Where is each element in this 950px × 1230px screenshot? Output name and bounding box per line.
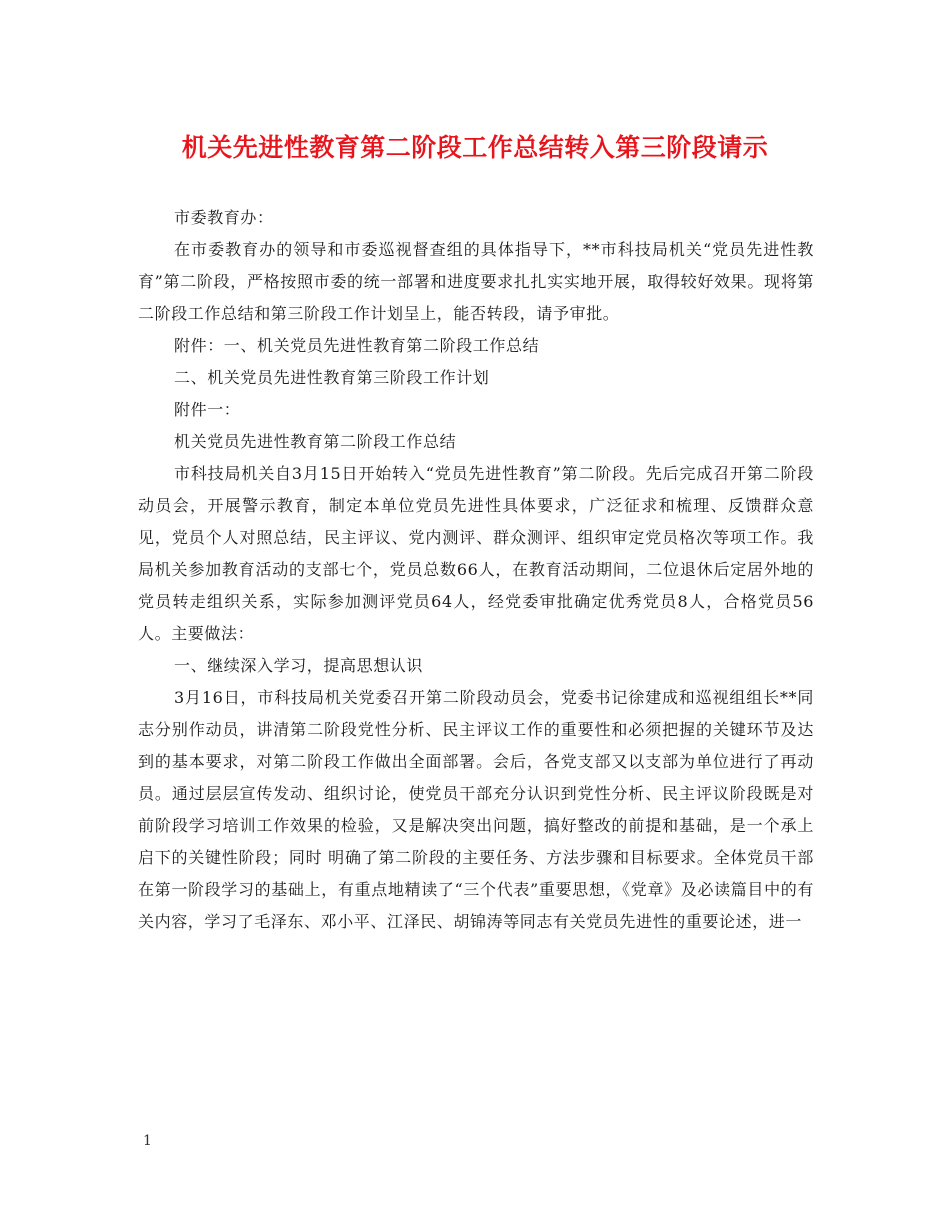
body-paragraph: 在市委教育办的领导和市委巡视督查组的具体指导下，**市科技局机关“党员先进性教育”第二阶段，严格按照市委的统一部署和进度要求扎扎实实地开展，取得较好效果。现将第二阶段工作总结和第三阶段工作计划呈上，能否转段，请予审批。 (138, 240, 814, 323)
body-paragraph: 3月16日，市科技局机关党委召开第二阶段动员会，党委书记徐建成和巡视组组长**同志分别作动员，讲清第二阶段党性分析、民主评议工作的重要性和必须把握的关键环节及达到的基本要求，对第二阶段工作做出全面部署。会后，各党支部又以支部为单位进行了再动员。通过层层宣传发动、组织讨论，使党员干部充分认识到党性分析、民主评议阶段既是对前阶段学习培训工作效果的检验，又是解决突出问题，搞好整改的前提和基础，是一个承上启下的关键性阶段；同时 明确了第二阶段的主要任务、方法步骤和目标要求。全体党员干部在第一阶段学习的基础上，有重点地精读了“三个代表”重要思想，《党章》及必读篇目中的有关内容，学习了毛泽东、邓小平、江泽民、胡锦涛等同志有关党员先进性的重要论述，进一 (138, 688, 814, 931)
attachment-line: 附件：一、机关党员先进性教育第二阶段工作总结 (174, 336, 540, 355)
attachment-heading: 附件一： (174, 400, 241, 419)
document-body (138, 202, 814, 938)
attachment-line: 二、机关党员先进性教育第三阶段工作计划 (174, 368, 490, 387)
section-heading: 一、继续深入学习，提高思想认识 (174, 656, 424, 675)
section-title: 机关党员先进性教育第二阶段工作总结 (174, 432, 457, 451)
salutation: 市委教育办： (174, 208, 274, 227)
document-title: 机关先进性教育第二阶段工作总结转入第三阶段请示 (181, 133, 769, 162)
page-number: 1 (143, 1133, 152, 1149)
body-paragraph: 市科技局机关自3月15日开始转入“党员先进性教育”第二阶段。先后完成召开第二阶段动员会，开展警示教育，制定本单位党员先进性具体要求，广泛征求和梳理、反馈群众意见，党员个人对照总结，民主评议、党内测评、群众测评、组织审定党员格次等项工作。我局机关参加教育活动的支部七个，党员总数66人，在教育活动期间，二位退休后定居外地的党员转走组织关系，实际参加测评党员64人，经党委审批确定优秀党员8人，合格党员56人。主要做法： (138, 464, 814, 643)
